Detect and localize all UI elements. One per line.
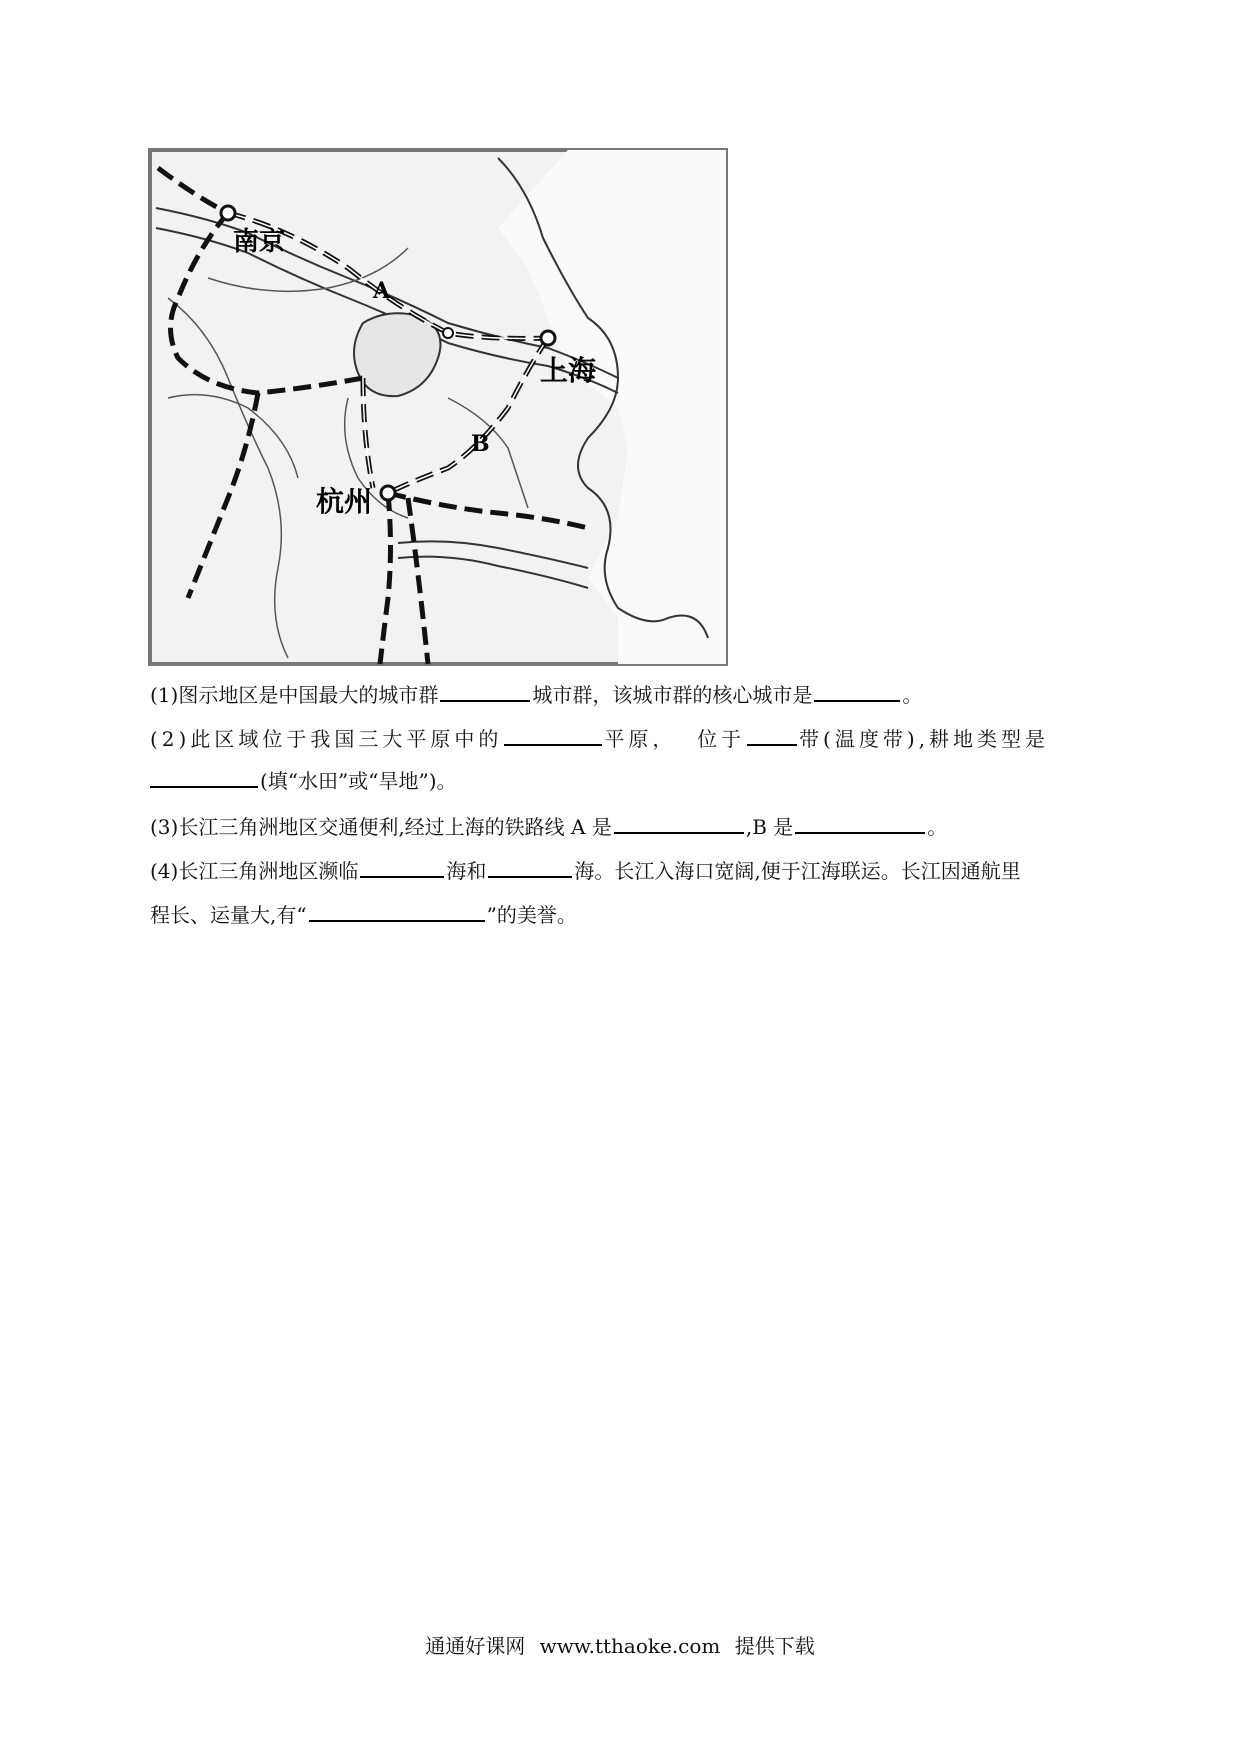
hangzhou-marker [381, 486, 395, 500]
question-2: (2)此区域位于我国三大平原中的 平原， 位于 带(温度带),耕地类型是 [150, 724, 1100, 754]
footer-url[interactable]: www.tthaoke.com [539, 1634, 721, 1658]
answer-blank[interactable] [747, 724, 797, 746]
label-route-b: B [471, 431, 490, 457]
shanghai-marker [541, 331, 555, 345]
label-nanjing: 南京 [233, 227, 286, 257]
answer-blank[interactable] [440, 680, 530, 702]
label-shanghai: 上海 [540, 354, 597, 387]
question-1: (1)图示地区是中国最大的城市群 城市群，该城市群的核心城市是 。 [150, 680, 1100, 710]
answer-blank[interactable] [150, 766, 258, 788]
answer-blank[interactable] [360, 856, 444, 878]
answer-blank[interactable] [504, 724, 602, 746]
answer-blank[interactable] [614, 812, 744, 834]
footer-site: 通通好课网 [425, 1634, 526, 1658]
question-4-cont: 程长、运量大,有“ ”的美誉。 [150, 900, 1100, 930]
label-hangzhou: 杭州 [316, 485, 373, 518]
yangtze-delta-map [148, 148, 728, 666]
map-figure [148, 148, 728, 666]
page-footer [0, 1630, 1240, 1659]
nanjing-marker [221, 206, 235, 220]
label-route-a: A [373, 278, 391, 304]
answer-blank[interactable] [488, 856, 572, 878]
footer-suffix: 提供下载 [734, 1634, 815, 1658]
question-3: (3)长江三角洲地区交通便利,经过上海的铁路线 A 是 ,B 是 。 [150, 812, 1100, 842]
answer-blank[interactable] [795, 812, 925, 834]
answer-blank[interactable] [309, 900, 485, 922]
question-2-cont: (填“水田”或“旱地”)。 [150, 766, 1100, 796]
question-4: (4)长江三角洲地区濒临 海和 海。长江入海口宽阔,便于江海联运。长江因通航里 [150, 856, 1100, 886]
answer-blank[interactable] [814, 680, 900, 702]
